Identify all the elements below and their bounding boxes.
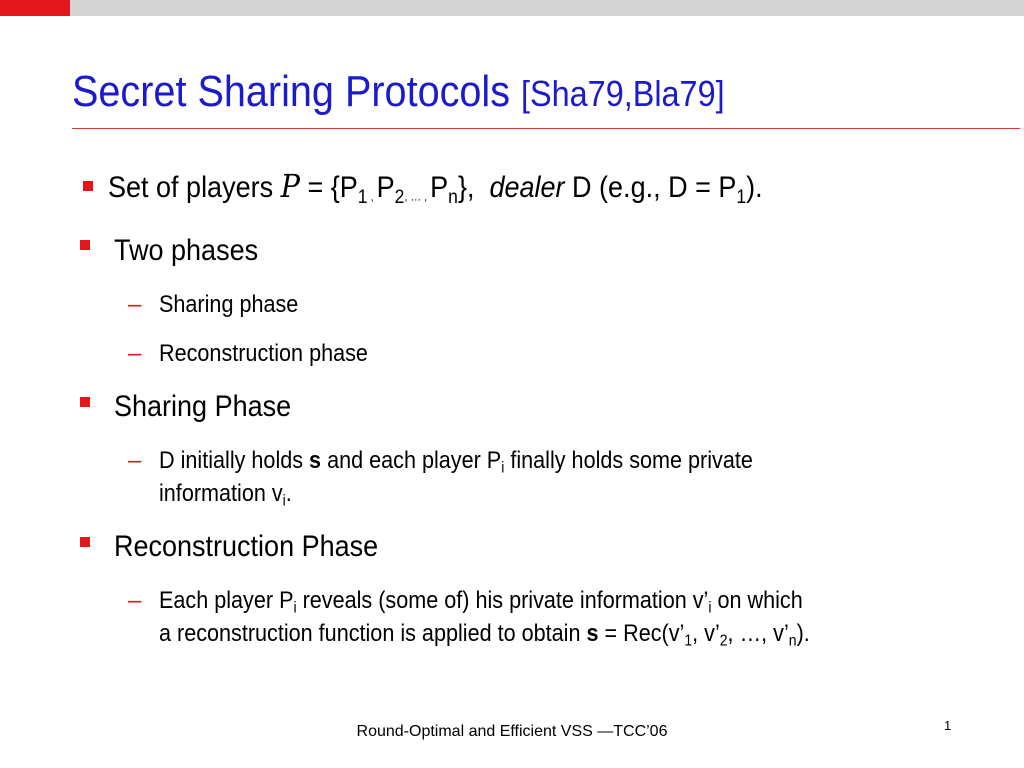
bullet-reconstruction-phase: Reconstruction Phase	[114, 530, 379, 563]
sub-bullet-dash: –	[128, 340, 142, 367]
bullet-two-phases: Two phases	[114, 234, 259, 267]
sub-bullet-dash: –	[128, 587, 142, 614]
sub-bullet-dash: –	[128, 291, 142, 318]
sub-item-reconstruction-phase: Reconstruction phase	[159, 340, 368, 367]
sharing-phase-desc-line2: information $v_i$.	[159, 480, 292, 510]
sub-item-sharing-phase: Sharing phase	[159, 291, 299, 318]
bullet-marker	[80, 240, 90, 250]
players-set-symbol: P	[280, 167, 300, 205]
bullet-marker	[80, 537, 90, 547]
sub-bullet-dash: –	[128, 447, 142, 474]
title-main: Secret Sharing Protocols	[72, 67, 511, 116]
bullet-sharing-phase: Sharing Phase	[114, 390, 292, 423]
bullet-marker	[80, 397, 90, 407]
sharing-phase-desc-line1: D initially holds s and each player $P_i$ finally holds some private	[159, 447, 753, 477]
bullet-players: Set of players $P = \{P_1$ , $P_2$, … , $P_n$}, dealer D (e.g., $D = P_1$).	[108, 167, 763, 208]
page-number: 1	[944, 718, 952, 733]
slide-title	[72, 64, 725, 122]
slide-footer: Round-Optimal and Efficient VSS —TCC’06	[356, 723, 668, 740]
dealer-term: dealer	[489, 171, 565, 204]
bullet-marker	[83, 181, 93, 191]
title-divider	[72, 128, 1020, 129]
reconstruction-desc-line1: Each player $P_i$ reveals (some of) his private information $v’_i$ on which	[159, 587, 803, 617]
top-bar-accent	[0, 0, 70, 16]
top-bar	[0, 0, 1024, 16]
reconstruction-desc-line2: a reconstruction function is applied to obtain $s = Rec(v’_1$, $v’_2$, …, $v’_n$).	[159, 620, 810, 650]
title-reference: [Sha79,Bla79]	[521, 73, 725, 114]
